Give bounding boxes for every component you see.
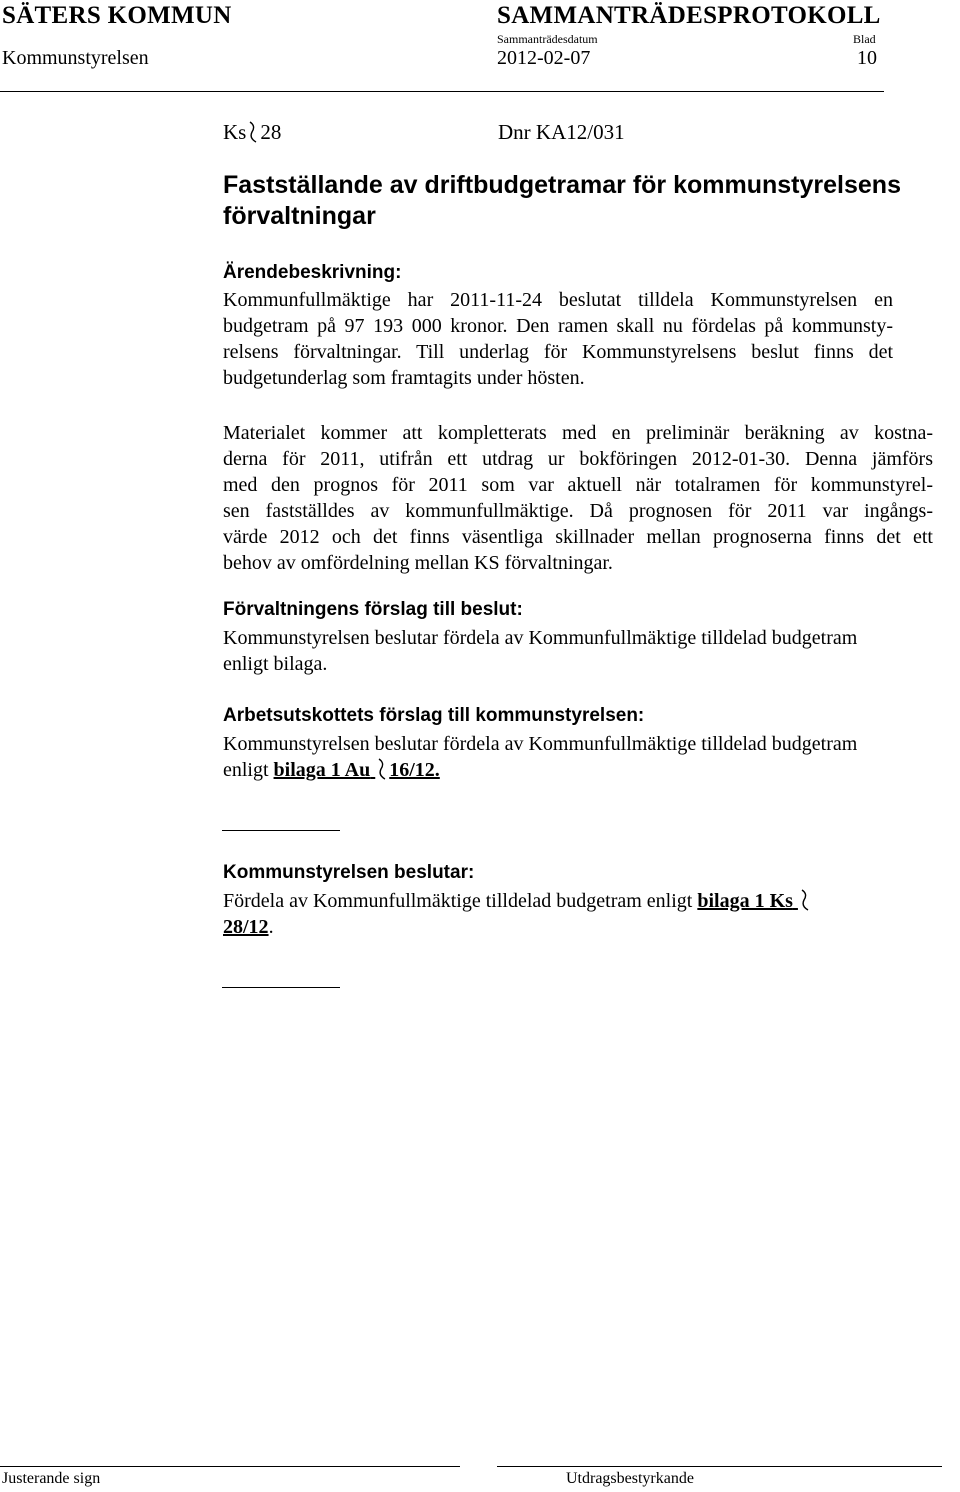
decision-text bbox=[223, 888, 923, 940]
description-label: Ärendebeskrivning: bbox=[223, 262, 402, 283]
decision-suffix: . bbox=[268, 916, 274, 938]
body-name: Kommunstyrelsen bbox=[2, 47, 149, 69]
section-separator bbox=[222, 830, 340, 831]
material-line: värde 2012 och det finns väsentliga skillnader mellan prognoserna finns det ett bbox=[223, 526, 933, 548]
page-number: 10 bbox=[857, 47, 877, 69]
administration-proposal-text bbox=[223, 625, 938, 677]
description-line: Kommunfullmäktige har 2011-11-24 beslutat tilldela Kommunstyrelsen en bbox=[223, 289, 893, 311]
document-type: SAMMANTRÄDESPROTOKOLL bbox=[497, 2, 881, 29]
administration-proposal-line: Kommunstyrelsen beslutar fördela av Kommunfullmäktige tilldelad budgetram bbox=[223, 627, 858, 649]
case-number: 28 bbox=[260, 120, 282, 144]
description-line: budgetunderlag som framtagits under hösten. bbox=[223, 367, 585, 389]
case-reference bbox=[223, 120, 281, 145]
material-line: sen fastställdes av kommunfullmäktige. Då prognosen för 2011 var ingångs- bbox=[223, 500, 933, 522]
attachment-reference bbox=[274, 759, 440, 781]
working-committee-proposal-line: Kommunstyrelsen beslutar fördela av Kommunfullmäktige tilldelad budgetram bbox=[223, 733, 858, 755]
material-line: behov av omfördelning mellan KS förvaltningar. bbox=[223, 552, 613, 574]
material-line: Materialet kommer att kompletterats med en preliminär beräkning av kostna- bbox=[223, 422, 933, 444]
header-divider bbox=[0, 91, 884, 92]
description-line: budgetram på 97 193 000 kronor. Den ramen skall nu fördelas på kommunsty- bbox=[223, 315, 893, 337]
decision-ref-part: bilaga 1 Ks bbox=[697, 890, 793, 912]
decision-ref-number: 28/12 bbox=[223, 916, 269, 938]
administration-proposal-label: Förvaltningens förslag till beslut: bbox=[223, 599, 523, 620]
material-line: med den prognos för 2011 som var aktuell när totalramen för kommunstyrel- bbox=[223, 474, 933, 496]
dnr-reference: Dnr KA12/031 bbox=[498, 120, 625, 144]
administration-proposal-line: enligt bilaga. bbox=[223, 653, 328, 675]
footer-divider-left bbox=[0, 1466, 460, 1467]
description-line: relsens förvaltningar. Till underlag för Kommunstyrelsens beslut finns det bbox=[223, 341, 893, 363]
attachment-ref-number: 16/12. bbox=[389, 759, 440, 781]
footer-divider-right bbox=[497, 1466, 942, 1467]
footer-signature-label: Justerande sign bbox=[2, 1470, 101, 1487]
meeting-date-label: Sammanträdesdatum bbox=[497, 32, 598, 46]
working-committee-proposal-text bbox=[223, 731, 938, 783]
decision-line bbox=[223, 914, 923, 940]
decision-line bbox=[223, 888, 923, 914]
section-separator bbox=[222, 987, 340, 988]
enligt-text: enligt bbox=[223, 759, 269, 781]
decision-attachment-reference bbox=[697, 890, 812, 912]
description-text bbox=[223, 287, 893, 391]
paragraph-mark-icon bbox=[249, 120, 257, 144]
case-prefix: Ks bbox=[223, 120, 247, 144]
page-title: Fastställande av driftbudgetramar för kommunstyrelsens förvaltningar bbox=[223, 171, 901, 230]
working-committee-proposal-label: Arbetsutskottets förslag till kommunstyrelsen: bbox=[223, 705, 645, 726]
decision-label: Kommunstyrelsen beslutar: bbox=[223, 862, 475, 883]
material-line: derna för 2011, utifrån ett utdrag ur bokföringen 2012-01-30. Denna jämförs bbox=[223, 448, 933, 470]
working-committee-proposal-line bbox=[223, 757, 938, 783]
attachment-ref-part: bilaga 1 Au bbox=[273, 759, 371, 781]
meeting-date: 2012-02-07 bbox=[497, 47, 591, 69]
footer-certification-label: Utdragsbestyrkande bbox=[566, 1470, 694, 1487]
paragraph-mark-icon bbox=[378, 757, 386, 781]
decision-prefix: Fördela av Kommunfullmäktige tilldelad budgetram enligt bbox=[223, 890, 693, 912]
paragraph-mark-icon bbox=[801, 888, 809, 912]
page-label: Blad bbox=[853, 32, 876, 46]
organization-name: SÄTERS KOMMUN bbox=[2, 2, 232, 29]
material-text bbox=[223, 420, 933, 576]
